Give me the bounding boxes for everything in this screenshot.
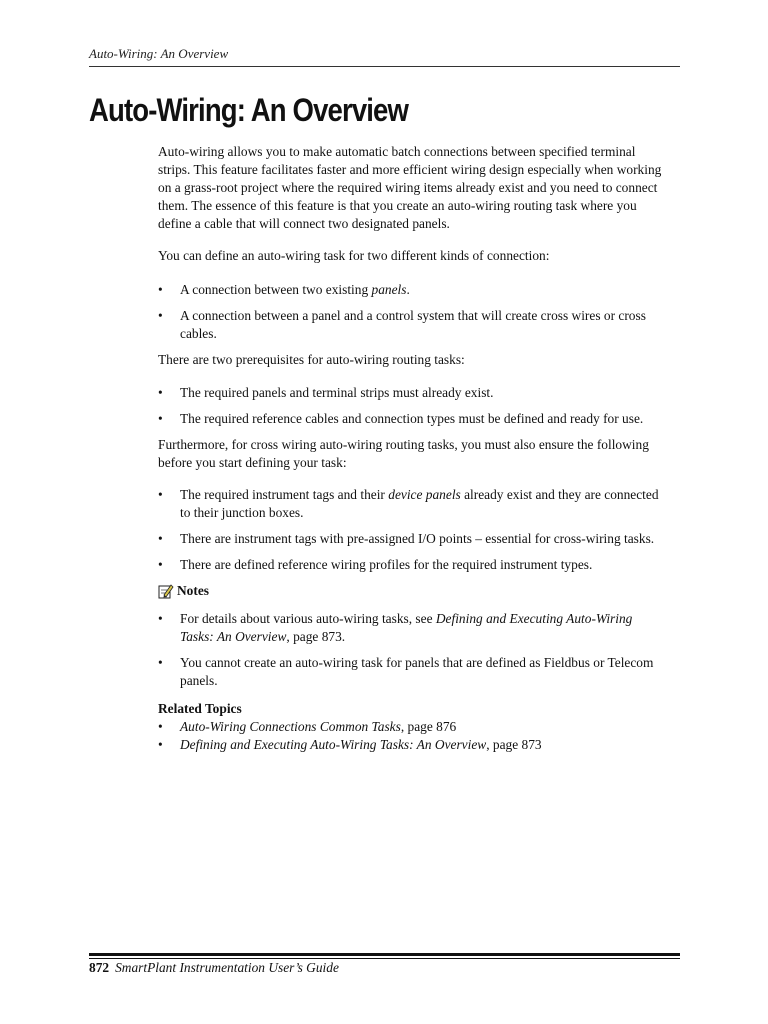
- bullet: •: [158, 737, 163, 752]
- notes-label: Notes: [177, 583, 209, 598]
- list-item: • The required panels and terminal strips must already exist.: [158, 385, 494, 400]
- notes-list: [158, 610, 663, 690]
- related-topic-link[interactable]: Auto-Wiring Connections Common Tasks: [180, 719, 401, 734]
- list-item: • There are instrument tags with pre-assigned I/O points – essential for cross-wiring tasks.: [158, 531, 655, 546]
- bullet: •: [158, 282, 163, 297]
- cross-wiring-list: [158, 486, 663, 574]
- list-item: • You cannot create an auto-wiring task for panels that are defined as Fieldbus or Telecom panels.: [158, 655, 654, 688]
- list-item: • The required reference cables and connection types must be defined and ready for use.: [158, 411, 644, 426]
- emphasis: panels: [371, 282, 407, 297]
- bullet: •: [158, 719, 163, 734]
- footer-rule-thin: [89, 958, 680, 959]
- list-item: • The required instrument tags and their device panels already exist and they are connected to their junction boxes.: [158, 487, 659, 520]
- list-item: • A connection between two existing panels.: [158, 282, 410, 297]
- connection-kinds-list: [158, 281, 663, 343]
- guide-title: SmartPlant Instrumentation User’s Guide: [115, 960, 339, 975]
- prereq-intro-paragraph: There are two prerequisites for auto-wiring routing tasks:: [158, 352, 465, 367]
- bullet: •: [158, 487, 163, 502]
- bullet: •: [158, 308, 163, 323]
- header-rule: [89, 66, 680, 67]
- running-header: Auto-Wiring: An Overview: [89, 46, 229, 61]
- list-item: • There are defined reference wiring profiles for the required instrument types.: [158, 557, 593, 572]
- bullet: •: [158, 385, 163, 400]
- footer-rule: [89, 953, 680, 956]
- related-topic-item: • Defining and Executing Auto-Wiring Tasks: An Overview, page 873: [158, 737, 542, 752]
- list-item: • A connection between a panel and a control system that will create cross wires or cross cables.: [158, 308, 646, 341]
- bullet: •: [158, 531, 163, 546]
- bullet: •: [158, 655, 163, 670]
- content-body: [158, 143, 663, 754]
- related-topic-item: • Auto-Wiring Connections Common Tasks, page 876: [158, 719, 457, 734]
- cross-reference-link[interactable]: Defining and Executing Auto-Wiring Tasks: An Overview: [180, 611, 633, 644]
- page-number: 872: [89, 960, 110, 975]
- page-title: Auto-Wiring: An Overview: [89, 92, 409, 128]
- intro-paragraph: Auto-wiring allows you to make automatic batch connections between specified terminal strips. This feature facilitates faster and more efficient wiring design especially when working on a grass-root project where the required wiring items already exist and you need to connect them. The essence of this feature is that you create an auto-wiring routing task where you define a cable that will connect two designated panels.: [158, 144, 662, 231]
- bullet: •: [158, 611, 163, 626]
- page-footer: [89, 960, 339, 976]
- notes-heading: [158, 582, 663, 600]
- prerequisites-list: [158, 384, 663, 428]
- bullet: •: [158, 411, 163, 426]
- bullet: •: [158, 557, 163, 572]
- related-topics-heading: Related Topics: [158, 701, 242, 716]
- related-topics-list: [158, 718, 663, 754]
- pencil-note-icon: [158, 583, 174, 599]
- emphasis: device panels: [388, 487, 461, 502]
- related-topic-link[interactable]: Defining and Executing Auto-Wiring Tasks: An Overview: [180, 737, 487, 752]
- list-item: • For details about various auto-wiring tasks, see Defining and Executing Auto-Wiring Tasks: An Overview, page 873.: [158, 611, 633, 644]
- cross-intro-paragraph: Furthermore, for cross wiring auto-wiring routing tasks, you must also ensure the following before you start defining your task:: [158, 437, 649, 470]
- define-intro-paragraph: You can define an auto-wiring task for two different kinds of connection:: [158, 248, 550, 263]
